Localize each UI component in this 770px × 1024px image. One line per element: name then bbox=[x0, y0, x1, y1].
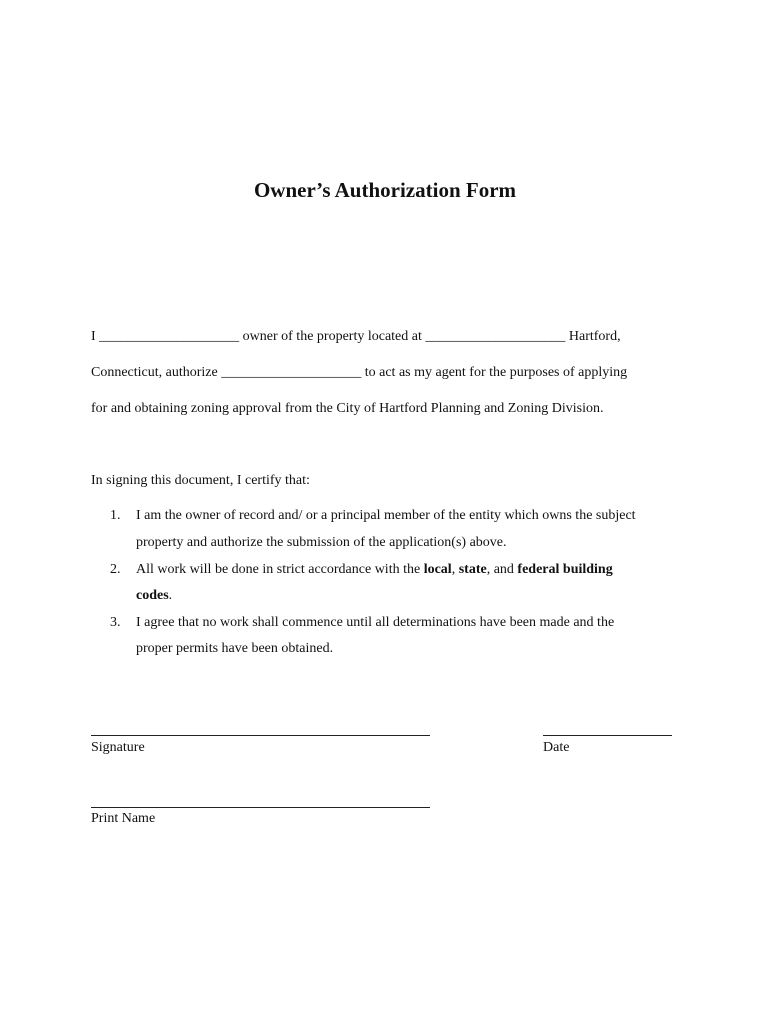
print-name-line[interactable] bbox=[91, 807, 430, 808]
signature-line[interactable] bbox=[91, 735, 430, 736]
text-segment: , and bbox=[486, 562, 518, 577]
text-segment: , bbox=[451, 562, 459, 577]
text-segment: . bbox=[168, 588, 173, 603]
bold-codes: codes bbox=[136, 588, 169, 603]
authorization-line-1: I ____________________ owner of the property located at ____________________ Hartford, bbox=[91, 329, 621, 344]
bold-federal-building: federal building bbox=[517, 562, 613, 577]
bold-local: local bbox=[423, 562, 452, 577]
list-item-text: property and authorize the submission of the application(s) above. bbox=[136, 535, 507, 550]
list-item-text bbox=[136, 562, 613, 578]
list-number: 3. bbox=[110, 615, 121, 630]
print-name-label: Print Name bbox=[91, 811, 156, 826]
list-item-text: I agree that no work shall commence until all determinations have been made and the bbox=[136, 615, 615, 630]
list-number: 2. bbox=[110, 562, 121, 577]
list-number: 1. bbox=[110, 508, 121, 523]
list-item-text bbox=[136, 588, 172, 604]
list-item-text: proper permits have been obtained. bbox=[136, 641, 334, 656]
authorization-line-3: for and obtaining zoning approval from the City of Hartford Planning and Zoning Division. bbox=[91, 401, 604, 416]
date-label: Date bbox=[543, 740, 570, 755]
form-title: Owner’s Authorization Form bbox=[253, 178, 517, 202]
text-segment: All work will be done in strict accordance with the bbox=[136, 562, 424, 577]
list-item-text: I am the owner of record and/ or a principal member of the entity which owns the subject bbox=[136, 508, 636, 523]
bold-state: state bbox=[458, 562, 487, 577]
certify-intro: In signing this document, I certify that: bbox=[91, 473, 310, 488]
signature-label: Signature bbox=[91, 740, 145, 755]
authorization-line-2: Connecticut, authorize ____________________ to act as my agent for the purposes of applying bbox=[91, 365, 628, 380]
date-line[interactable] bbox=[543, 735, 672, 736]
